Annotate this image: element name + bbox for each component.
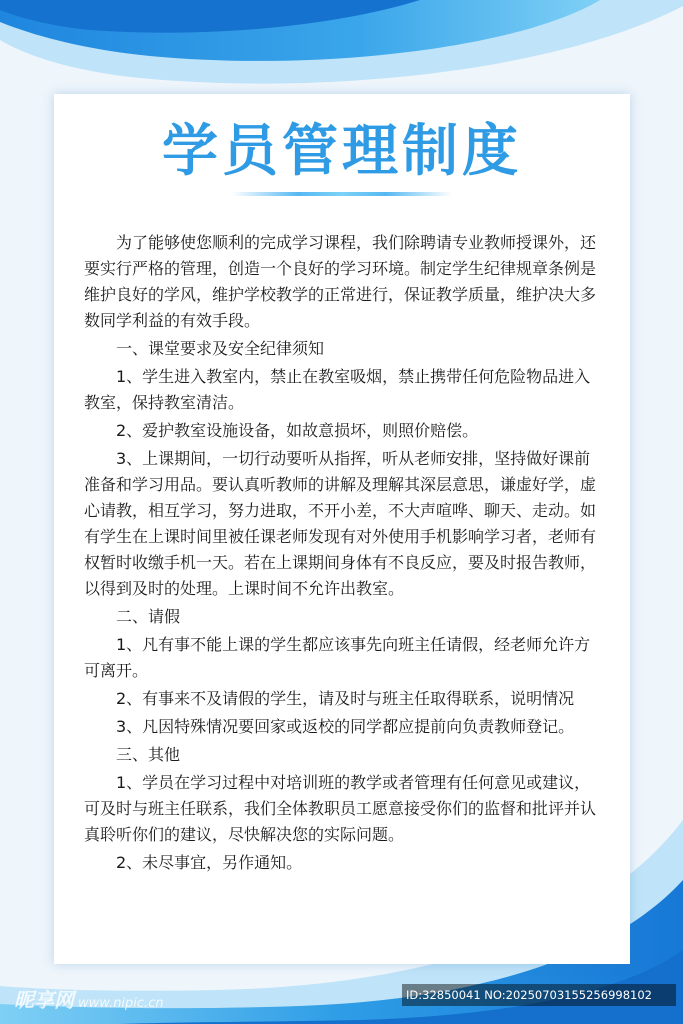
section-heading-classroom: 一、课堂要求及安全纪律须知 [116,339,325,358]
section-heading-leave: 二、请假 [116,607,181,626]
watermark-logo [14,984,164,1013]
rule-paragraph: 1、学员在学习过程中对培训班的教学或者管理有任何意见或建议，可及时与班主任联系，我们全体教职员工愿意接受你们的监督和批评并认真聆听你们的建议，尽快解决您的实际问题。 [84,773,597,844]
watermark-site: www.nipic.cn [78,996,164,1011]
rule-paragraph: 2、有事来不及请假的学生，请及时与班主任取得联系，说明情况 [116,689,575,708]
rule-paragraph: 1、凡有事不能上课的学生都应该事先向班主任请假，经老师允许方可离开。 [84,635,591,680]
rule-paragraph: 3、上课期间，一切行动要听从指挥，听从老师安排，坚持做好课前准备和学习用品。要认真听教师的讲解及理解其深层意思，谦虚好学，虚心请教，相互学习，努力进取，不开小差，不大声喧哗、聊天、走动。如有学生在上课时间里被任课老师发现有对外使用手机影响学习者，老师有权暂时收缴手机一天。若在上课期间身体有不良反应，要及时报告教师，以得到及时的处理。上课时间不允许出教室。 [84,449,597,598]
poster-body [84,230,604,876]
rule-paragraph: 2、未尽事宜，另作通知。 [116,853,303,872]
poster-title: 学员管理制度 [162,119,522,184]
watermark-id: ID:32850041 NO:20250703155256998102 [402,984,676,1006]
watermark-logo-text: 昵享网 [14,988,74,1012]
poster-card [54,94,630,964]
rule-paragraph: 2、爱护教室设施设备，如故意损坏，则照价赔偿。 [116,421,479,440]
section-heading-other: 三、其他 [116,745,181,764]
intro-paragraph: 为了能够使您顺利的完成学习课程，我们除聘请专业教师授课外，还要实行严格的管理，创造一个良好的学习环境。制定学生纪律规章条例是维护良好的学风，维护学校教学的正常进行，保证教学质量，维护决大多数同学利益的有效手段。 [84,233,597,330]
rule-paragraph: 3、凡因特殊情况要回家或返校的同学都应提前向负责教师登记。 [116,717,575,736]
title-underline [232,192,452,196]
rule-paragraph: 1、学生进入教室内，禁止在教室吸烟，禁止携带任何危险物品进入教室，保持教室清洁。 [84,367,591,412]
